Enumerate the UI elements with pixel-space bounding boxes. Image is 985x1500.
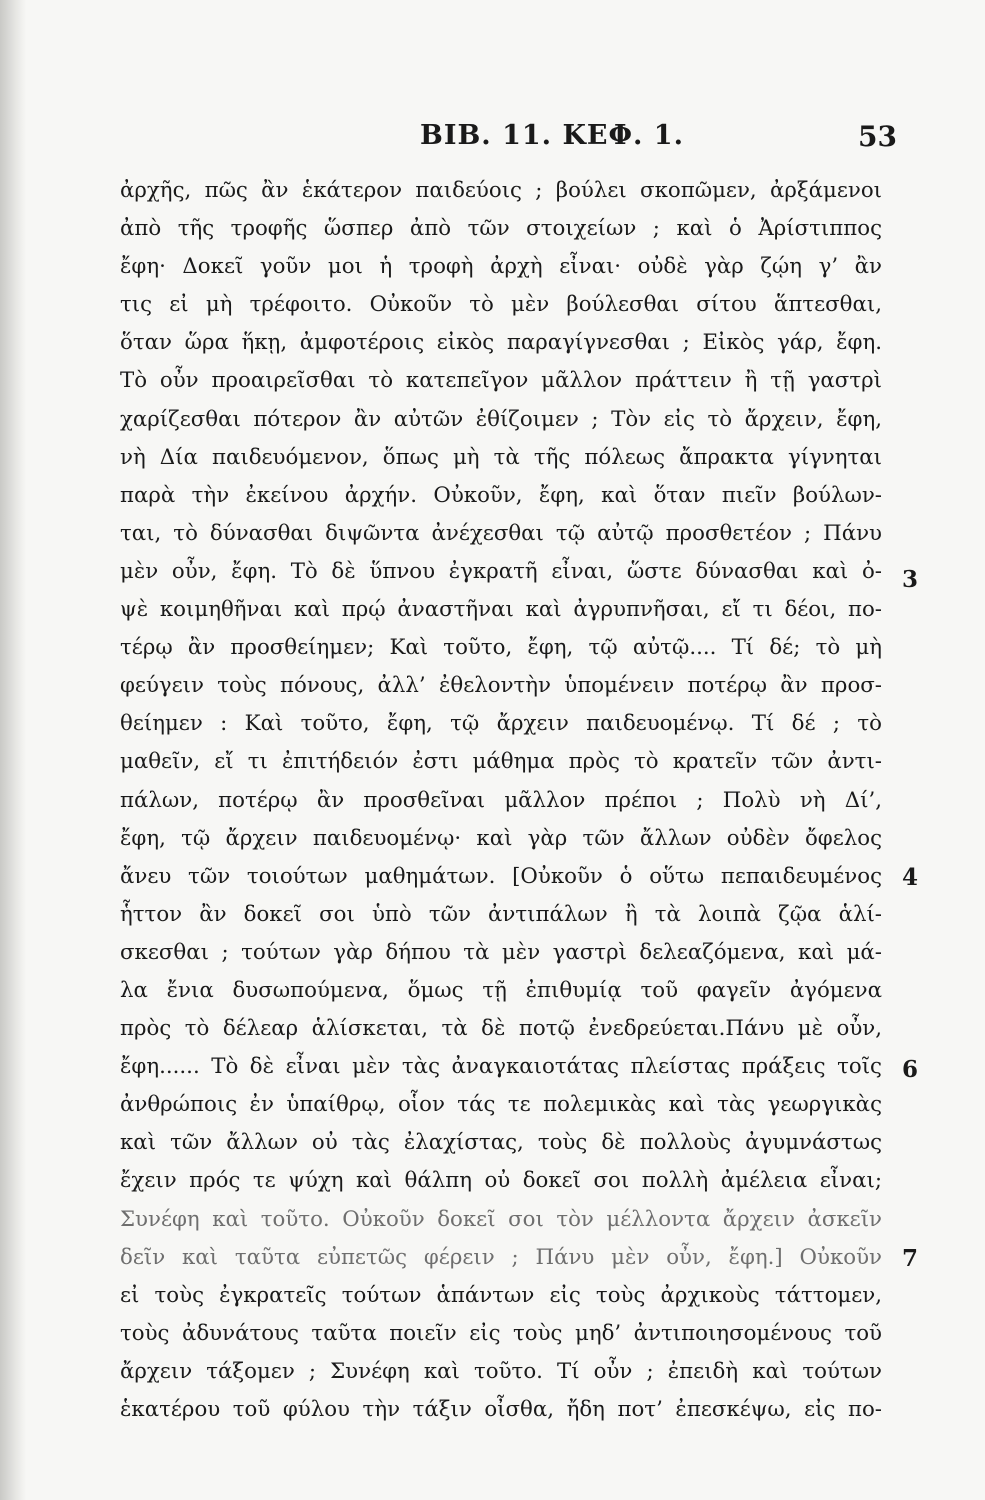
text-line: χαρίζεσθαι πότερον ἂν αὐτῶν ἐθίζοιμεν ; Τὸν εἰς τὸ ἄρχειν, ἔφη,	[120, 406, 882, 432]
running-head: ΒΙΒ. 11. ΚΕΦ. 1.	[420, 120, 684, 151]
text-line: τοὺς ἀδυνάτους ταῦτα ποιεῖν εἰς τοὺς μηδ’ ἀντιποιησομένους τοῦ	[120, 1320, 882, 1346]
text-line: καὶ τῶν ἄλλων οὐ τὰς ἐλαχίστας, τοὺς δὲ πολλοὺς ἀγυμνάστως	[120, 1130, 882, 1156]
text-line: φεύγειν τοὺς πόνους, ἀλλ’ ἐθελοντὴν ὑπομένειν ποτέρῳ ἂν προσ-	[120, 673, 882, 699]
section-number-3: 3	[902, 566, 919, 593]
text-line: ἀπὸ τῆς τροφῆς ὥσπερ ἀπὸ τῶν στοιχείων ; καὶ ὁ Ἀρίστιππος	[120, 216, 882, 242]
text-line: θείημεν : Καὶ τοῦτο, ἔφη, τῷ ἄρχειν παιδευομένῳ. Τί δέ ; τὸ	[120, 711, 882, 737]
text-line: ἀρχῆς, πῶς ἂν ἑκάτερον παιδεύοις ; βούλει σκοπῶμεν, ἀρξάμενοι	[120, 178, 882, 203]
text-line: εἰ τοὺς ἐγκρατεῖς τούτων ἁπάντων εἰς τοὺς ἀρχικοὺς τάττομεν,	[120, 1282, 882, 1308]
text-line: πρὸς τὸ δέλεαρ ἁλίσκεται, τὰ δὲ ποτῷ ἐνεδρεύεται.Πάνυ μὲ οὖν,	[120, 1016, 882, 1042]
text-line: παρὰ τὴν ἐκείνου ἀρχήν. Οὐκοῦν, ἔφη, καὶ ὅταν πιεῖν βούλων-	[120, 482, 882, 508]
text-line: ται, τὸ δύνασθαι διψῶντα ἀνέχεσθαι τῷ αὐτῷ προσθετέον ; Πάνυ	[120, 520, 882, 546]
section-number-4: 4	[902, 864, 919, 891]
text-line: τις εἰ μὴ τρέφοιτο. Οὐκοῦν τὸ μὲν βούλεσθαι σίτου ἅπτεσθαι,	[120, 292, 882, 318]
text-line: ἀνθρώποις ἐν ὑπαίθρῳ, οἷον τάς τε πολεμικὰς καὶ τὰς γεωργικὰς	[120, 1092, 882, 1118]
text-line: ἑκατέρου τοῦ φύλου τὴν τάξιν οἶσθα, ἤδη ποτ’ ἐπεσκέψω, εἰς πο-	[120, 1397, 882, 1422]
text-line: Τὸ οὖν προαιρεῖσθαι τὸ κατεπεῖγον μᾶλλον πράττειν ἢ τῇ γαστρὶ	[120, 368, 882, 394]
section-number-7: 7	[902, 1245, 919, 1272]
text-block	[120, 172, 882, 1429]
text-line: τέρῳ ἂν προσθείημεν; Καὶ τοῦτο, ἔφη, τῷ αὐτῷ.... Τί δέ; τὸ μὴ	[120, 635, 882, 661]
text-line: ψὲ κοιμηθῆναι καὶ πρῴ ἀναστῆναι καὶ ἀγρυπνῆσαι, εἴ τι δέοι, πο-	[120, 597, 882, 623]
section-number-6: 6	[902, 1056, 919, 1083]
text-line: δεῖν καὶ ταῦτα εὐπετῶς φέρειν ; Πάνυ μὲν οὖν, ἔφη.] Οὐκοῦν	[120, 1244, 882, 1270]
text-line: Συνέφη καὶ τοῦτο. Οὐκοῦν δοκεῖ σοι τὸν μέλλοντα ἄρχειν ἀσκεῖν	[120, 1206, 882, 1232]
text-line: λα ἔνια δυσωπούμενα, ὅμως τῇ ἐπιθυμίᾳ τοῦ φαγεῖν ἀγόμενα	[120, 977, 882, 1003]
text-line: πάλων, ποτέρῳ ἂν προσθεῖναι μᾶλλον πρέποι ; Πολὺ νὴ Δί’,	[120, 787, 882, 813]
text-line: μὲν οὖν, ἔφη. Τὸ δὲ ὕπνου ἐγκρατῆ εἶναι, ὥστε δύνασθαι καὶ ὀ-	[120, 558, 882, 584]
text-line: ἄνευ τῶν τοιούτων μαθημάτων. [Οὐκοῦν ὁ οὕτω πεπαιδευμένος	[120, 863, 882, 889]
text-line: μαθεῖν, εἴ τι ἐπιτήδειόν ἐστι μάθημα πρὸς τὸ κρατεῖν τῶν ἀντι-	[120, 749, 882, 775]
text-line: ἧττον ἂν δοκεῖ σοι ὑπὸ τῶν ἀντιπάλων ἢ τὰ λοιπὰ ζῷα ἁλί-	[120, 901, 882, 927]
text-line: ἔχειν πρός τε ψύχη καὶ θάλπη οὐ δοκεῖ σοι πολλὴ ἀμέλεια εἶναι;	[120, 1168, 882, 1194]
text-line: ἄρχειν τάξομεν ; Συνέφη καὶ τοῦτο. Τί οὖν ; ἐπειδὴ καὶ τούτων	[120, 1358, 882, 1384]
page-number: 53	[858, 120, 897, 153]
text-line: ἔφη, τῷ ἄρχειν παιδευομένῳ· καὶ γὰρ τῶν ἄλλων οὐδὲν ὄφελος	[120, 825, 882, 851]
text-line: νὴ Δία παιδευόμενον, ὅπως μὴ τὰ τῆς πόλεως ἄπρακτα γίγνηται	[120, 444, 882, 470]
text-line: ἔφη· Δοκεῖ γοῦν μοι ἡ τροφὴ ἀρχὴ εἶναι· οὐδὲ γὰρ ζῴη γ’ ἂν	[120, 254, 882, 280]
text-line: ἔφη...... Τὸ δὲ εἶναι μὲν τὰς ἀναγκαιοτάτας πλείστας πράξεις τοῖς	[120, 1054, 882, 1080]
text-line: σκεσθαι ; τούτων γὰρ δήπου τὰ μὲν γαστρὶ δελεαζόμενα, καὶ μά-	[120, 939, 882, 965]
text-line: ὅταν ὥρα ἥκῃ, ἀμφοτέροις εἰκὸς παραγίγνεσθαι ; Εἰκὸς γάρ, ἔφη.	[120, 330, 882, 356]
binding-shadow	[0, 0, 26, 1500]
